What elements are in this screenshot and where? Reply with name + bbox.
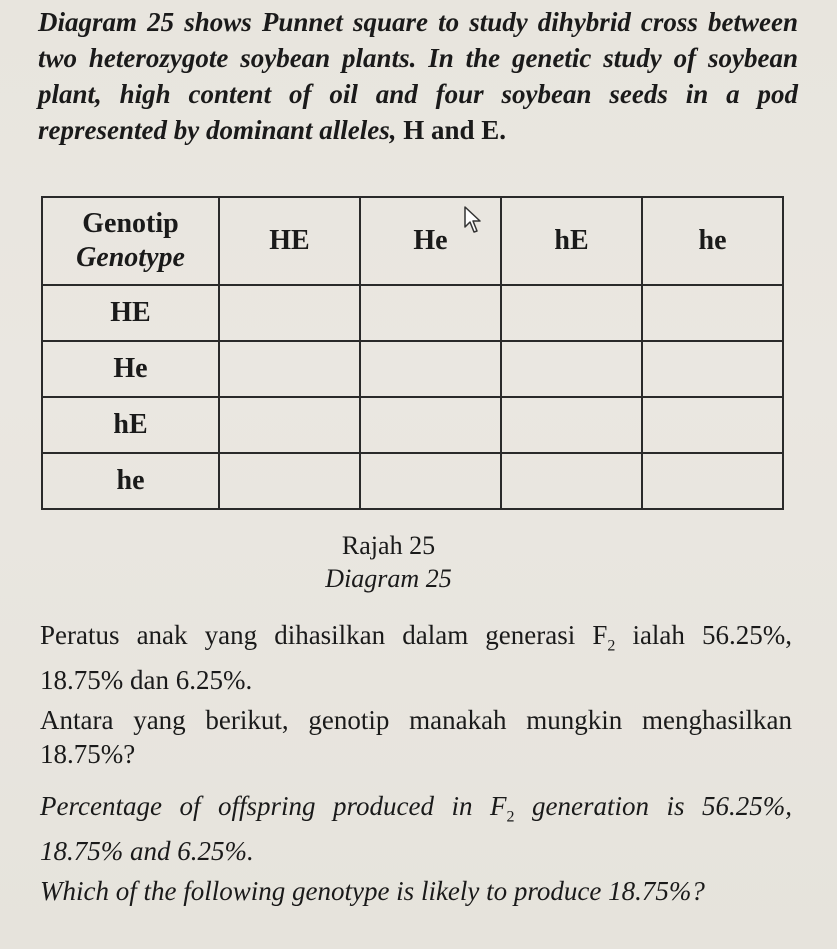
row-header: HE — [42, 285, 219, 341]
intro-text: Diagram 25 shows Punnet square to study dihybrid cross between two heterozygote soybean plants. In the genetic study of soybean plant, high content of oil and four soybean seeds in a pod represented by dominant alleles, — [38, 7, 798, 145]
row-header: he — [42, 453, 219, 509]
empty-cell — [360, 341, 501, 397]
empty-cell — [642, 397, 783, 453]
empty-cell — [501, 397, 642, 453]
p3-subscript: 2 — [506, 808, 515, 826]
empty-cell — [642, 341, 783, 397]
empty-cell — [219, 397, 360, 453]
punnett-square-table — [41, 196, 784, 510]
question-prompt-en: Which of the following genotype is likely to produce 18.75%? — [40, 876, 705, 906]
caption-english: Diagram 25 — [325, 564, 452, 593]
corner-header-cell — [42, 197, 219, 285]
empty-cell — [219, 285, 360, 341]
intro-alleles: H and E. — [403, 115, 507, 145]
p1-text-before: Peratus anak yang dihasilkan dalam generasi F — [40, 620, 608, 650]
p1-subscript: 2 — [607, 637, 616, 655]
table-row — [42, 453, 783, 509]
row-header: hE — [42, 397, 219, 453]
table-row — [42, 397, 783, 453]
corner-label-en: Genotype — [76, 242, 185, 273]
p1-text-after: ialah 56.25%, 18.75% dan 6.25%. — [40, 620, 792, 696]
empty-cell — [501, 453, 642, 509]
question-percentage-en — [40, 789, 792, 868]
column-header: He — [360, 197, 501, 285]
empty-cell — [501, 341, 642, 397]
column-header: HE — [219, 197, 360, 285]
table-header-row — [42, 197, 783, 285]
column-header: he — [642, 197, 783, 285]
intro-paragraph — [38, 4, 798, 148]
empty-cell — [219, 453, 360, 509]
empty-cell — [642, 453, 783, 509]
p3-text-after: generation is 56.25%, 18.75% and 6.25%. — [40, 791, 792, 867]
empty-cell — [219, 341, 360, 397]
empty-cell — [360, 285, 501, 341]
table-row — [42, 341, 783, 397]
empty-cell — [360, 397, 501, 453]
empty-cell — [501, 285, 642, 341]
question-percentage-ms — [40, 618, 792, 697]
mouse-pointer-icon — [463, 205, 489, 235]
column-header: hE — [501, 197, 642, 285]
question-prompt-ms: Antara yang berikut, genotip manakah mungkin menghasilkan 18.75%? — [40, 705, 792, 769]
row-header: He — [42, 341, 219, 397]
caption-malay: Rajah 25 — [341, 531, 436, 560]
p3-text-before: Percentage of offspring produced in F — [40, 791, 507, 821]
corner-label-ms: Genotip — [82, 208, 179, 239]
empty-cell — [642, 285, 783, 341]
table-row — [42, 285, 783, 341]
empty-cell — [360, 453, 501, 509]
